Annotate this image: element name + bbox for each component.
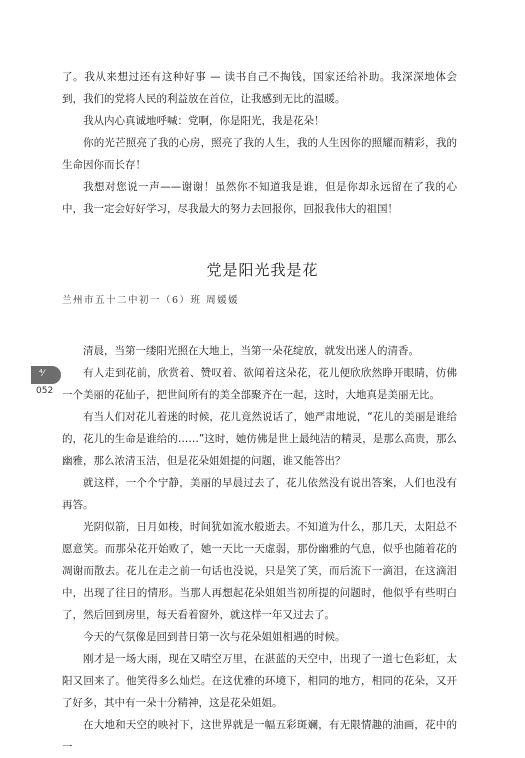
paragraph: 有当人们对花儿着迷的时候，花儿竟然说话了，她严肃地说，“花儿的美丽是谁给的，花儿的生命是谁给的……”这时，她仿佛是世上最纯洁的精灵，是那么高贵，那么幽雅，那么浓清玉洁，但是花朵姐姐提的问题，谁又能答出？ [62,411,457,467]
paragraph: 光阴似箭，日月如梭，时间犹如流水般逝去。不知道为什么，那几天，太阳总不愿意笑。而那朵花开始败了，她一天比一天虚弱，那份幽雅的气息，似乎也随着花的凋谢而散去。花儿在走之前一句话也没说，只是笑了笑，而后流下一滴泪，在这滴泪中，出现了往日的情形。当那人再想起花朵姐姐当初所提的问题时，他似乎有些明白了，然后回到房里，每天看着窗外，就这样一年又过去了。 [62,521,457,621]
paragraph: 我从内心真诚地呼喊：党啊，你是阳光，我是花朵！ [83,115,325,127]
article-byline: 兰州市五十二中初一（6）班 周媛媛 [62,295,240,306]
paragraph: 就这样，一个个宁静，美丽的早晨过去了，花儿依然没有说出答案，人们也没有再答。 [62,477,457,511]
paragraph: 你的光芒照亮了我的心房，照亮了我的人生，我的人生因你的照耀而精彩，我的生命因你而长存！ [62,137,457,171]
page-tab-marker [31,366,61,384]
paragraph: 在大地和天空的映衬下，这世界就是一幅五彩斑斓，有无限情趣的油画，花中的一 [62,719,457,753]
page-tab-icon: ⁴⁄ [39,369,45,379]
paragraph: 我想对您说一声——谢谢！虽然你不知道我是谁，但是你却永远留在了我的心中，我一定会好好学习，尽我最大的努力去回报你，回报我伟大的祖国！ [62,181,457,215]
paragraph: 刚才是一场大雨，现在又晴空万里，在湛蓝的天空中，出现了一道七色彩虹，太阳又回来了。他笑得多么灿烂。在这优雅的环境下，相同的地方，相同的花朵，又开了好多，其中有一朵十分精神，这是花朵姐姐。 [62,653,457,709]
page-number: 052 [36,386,54,396]
article-body [62,340,457,758]
previous-article-ending [62,66,457,220]
paragraph: 今天的气氛像是回到昔日第一次与花朵姐姐相遇的时候。 [83,631,346,643]
paragraph: 清晨，当第一缕阳光照在大地上，当第一朵花绽放，就发出迷人的清香。 [83,345,419,357]
paragraph: 了。我从来想过还有这种好事 — 读书自己不掏钱，国家还给补助。我深深地体会到，我们的党将人民的利益放在首位，让我感到无比的温暖。 [62,71,457,105]
paragraph: 有人走到花前，欣赏着、赞叹着、欲闻着这朵花，花儿便欣欣然睁开眼睛，仿佛一个美丽的花仙子，把世间所有的美全部聚齐在一起，这时，大地真是美丽无比。 [62,367,457,401]
article-title: 党是阳光我是花 [206,261,319,279]
